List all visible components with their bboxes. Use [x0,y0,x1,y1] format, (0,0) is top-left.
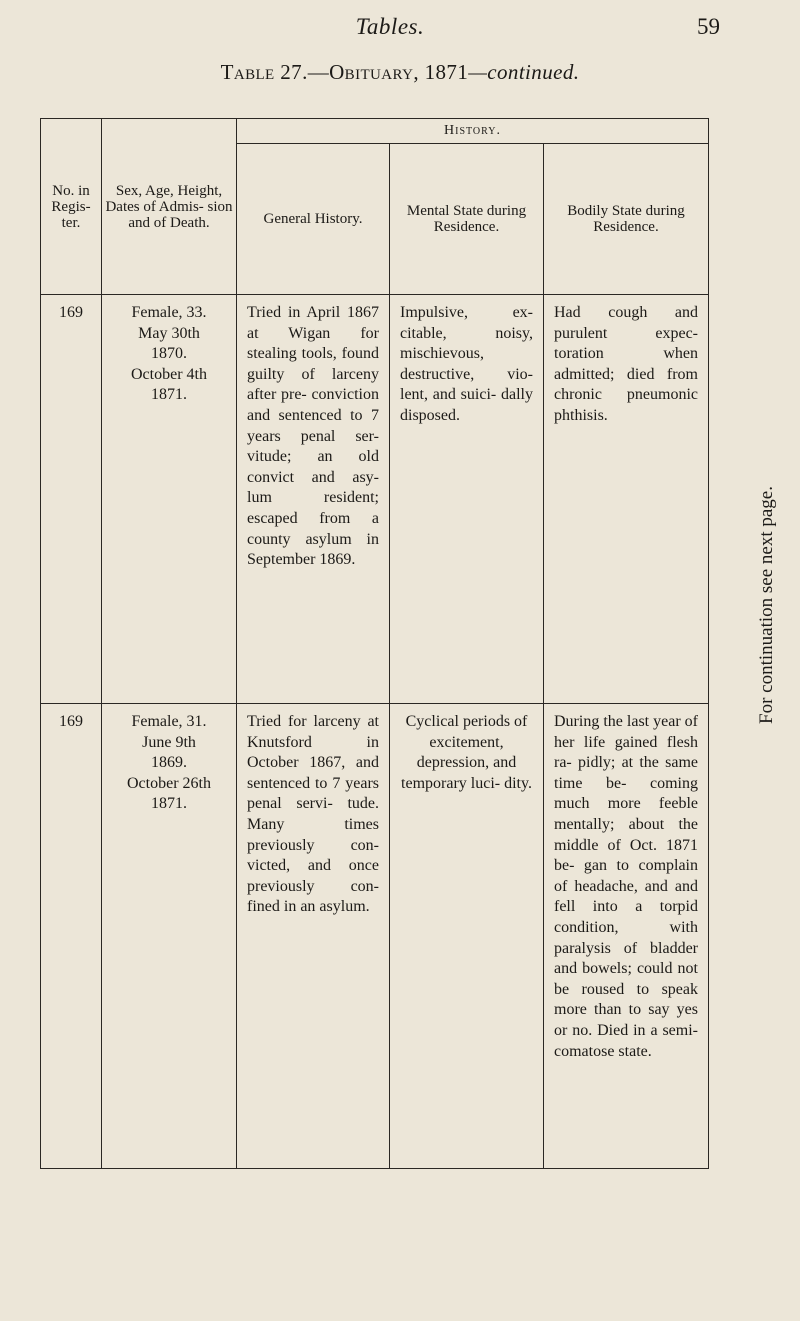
bodily-state-text: During the last year of her life gained flesh ra- pidly; at the same time be- coming much more feeble mentally; about the middle of Oct. 1871 be- gan to complain of headache, and and fell into a torpid condition, with paralysis of bladder and bowels; could not be roused to speak more than to say yes or no. Died in a semi-comatose state. [544,704,709,1169]
sex-age: Female, 31. [131,713,207,730]
header-sex: Sex, Age, Height, Dates of Admis- sion and of Death. [102,119,237,295]
death-date: October 26th [127,774,211,792]
obituary-table [40,118,709,1169]
sex-age: Female, 33. [131,304,207,321]
continuation-note-text: For continuation see next page. [756,486,777,724]
death-year: 1871. [151,795,187,813]
running-head [60,14,720,48]
general-history-text: Tried for larceny at Knutsford in October 1867, and sentenced to 7 years penal servi- tude. Many times previously con- victed, and once previously con- fined in an asylum. [237,704,390,1169]
admission-date: May 30th [138,324,200,342]
admission-year: 1869. [151,754,187,772]
header-history: History. [237,119,709,144]
sex-dates-cell [102,704,237,1169]
general-history-text: Tried in April 1867 at Wigan for stealing tools, found guilty of larceny after pre- conviction and sentenced to 7 years penal ser- vitude; an old convict and asy- lum resident; escaped from a county asylum in September 1869. [237,295,390,704]
caption-year: 1871 [424,60,469,84]
header-no: No. in Regis- ter. [41,119,102,295]
register-number: 169 [41,704,102,1169]
header-general-history: General History. [237,144,390,295]
admission-date: June 9th [142,733,196,751]
caption-suffix: —continued. [468,60,580,84]
running-head-title: Tables. [355,14,425,39]
continuation-note [752,470,782,740]
table-caption [0,60,800,85]
caption-prefix: Table 27.—Obituary, [220,60,419,84]
death-year: 1871. [151,386,187,404]
header-mental-state: Mental State during Residence. [390,144,544,295]
header-bodily-state: Bodily State during Residence. [544,144,709,295]
register-number: 169 [41,295,102,704]
bodily-state-text: Had cough and purulent expec- toration when admitted; died from chronic pneumonic phthisis. [544,295,709,704]
sex-dates-cell [102,295,237,704]
death-date: October 4th [131,365,207,383]
table-row [41,295,709,704]
admission-year: 1870. [151,345,187,363]
table-row [41,704,709,1169]
mental-state-text: Impulsive, ex- citable, noisy, mischievous, destructive, vio- lent, and suici- dally disposed. [390,295,544,704]
page-number: 59 [697,14,720,39]
mental-state-text: Cyclical periods of excitement, depression, and temporary luci- dity. [390,704,544,1169]
